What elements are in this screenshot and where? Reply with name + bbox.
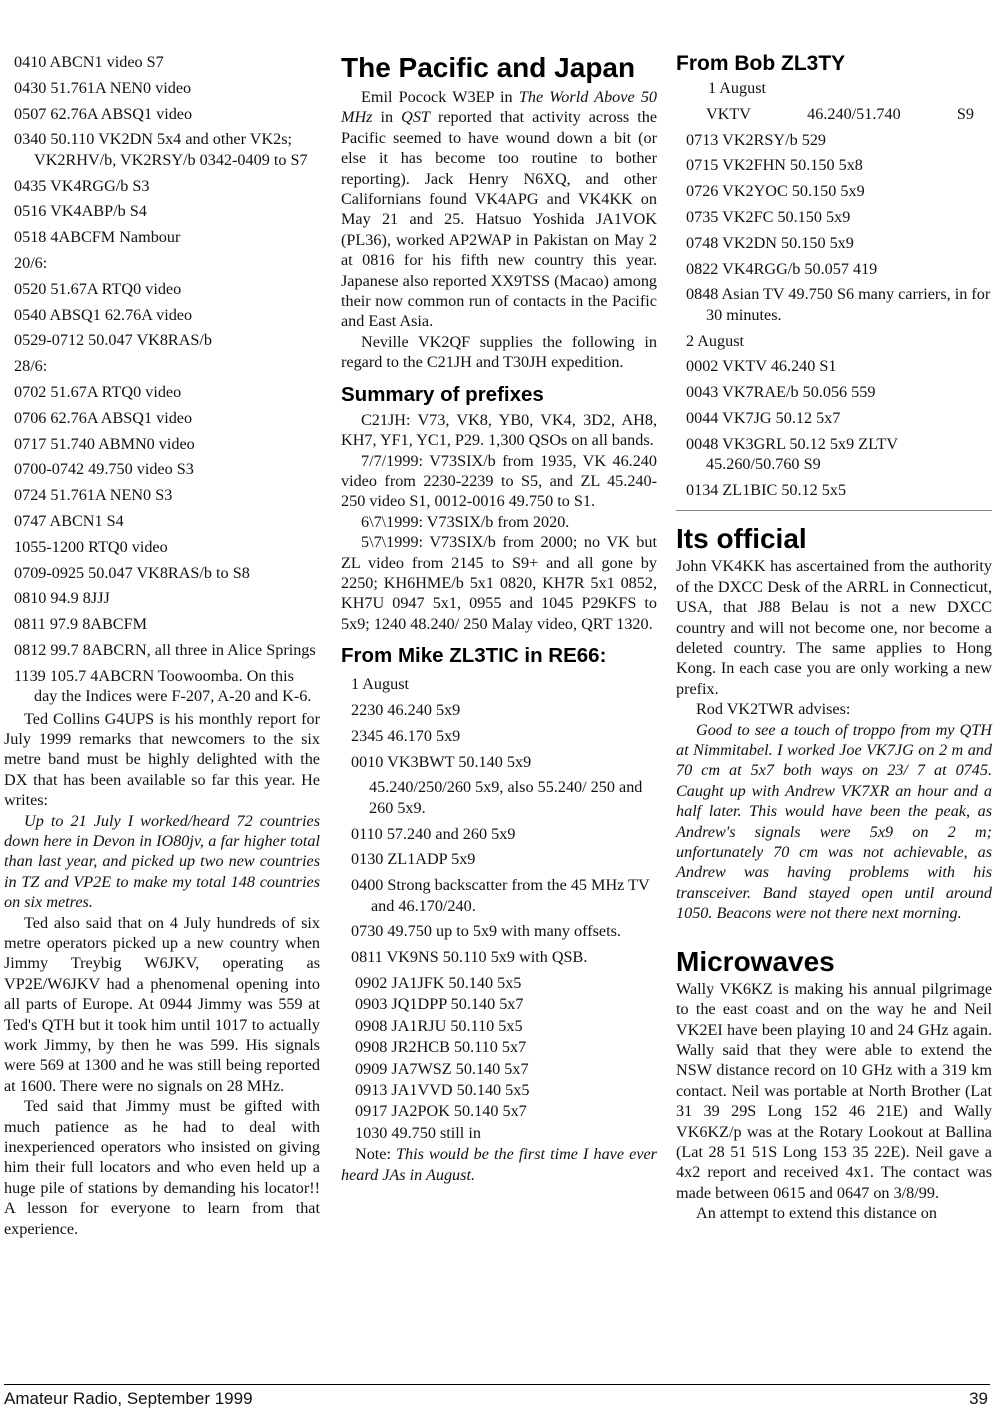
log-entry: 0822 VK4RGG/b 50.057 419 [686, 259, 878, 278]
log-entry: 0430 51.761A NEN0 video [14, 78, 192, 97]
log-entry: 1030 49.750 still in [355, 1123, 481, 1142]
log-entry: 1139 105.7 4ABCRN Toowoomba. On this day the Indices were F-207, A-20 and K-6. [14, 666, 312, 706]
column-1 [4, 52, 320, 1239]
paragraph-microwaves: Wally VK6KZ is making his annual pilgrimage to the east coast and on the way he and Neil VK2EI have been playing 10 and 24 GHz again. Wally said that they were able to extend the NSW distance record on 10 GHz with a 319 km contact. Neil was portable at North Brother (Lat 31 39 29S Long 152 46 21E) and Wally VK6KZ/p was at the Rotary Lookout at Ballina (Lat 28 51 51S Long 153 35 22E). Neil gave a 4x2 report and received 4x1. The contact was made between 0615 and 0647 on 3/8/99. [676, 979, 992, 1202]
log-entry: 0002 VKTV 46.240 S1 [686, 357, 837, 376]
log-entry: 0726 VK2YOC 50.150 5x9 [686, 182, 865, 201]
heading-pacific-japan: The Pacific and Japan [341, 52, 636, 83]
log-entry: 0848 Asian TV 49.750 S6 many carriers, in for 30 minutes. [686, 285, 991, 324]
publication-title: The World Above 50 MHz [341, 88, 658, 127]
note-text: This would be the first time I have ever heard JAs in August. [341, 1145, 657, 1184]
vktv-freq: 46.240/51.740 [807, 104, 901, 123]
column-3 [676, 52, 992, 1224]
heading-summary-prefixes: Summary of prefixes [341, 382, 544, 406]
log-list-bob [676, 78, 992, 500]
log-entry: 1 August [708, 79, 767, 97]
log-entry: 0410 ABCN1 video S7 [14, 53, 164, 71]
log-entry: 28/6: [14, 357, 48, 376]
heading-its-official: Its official [676, 523, 807, 555]
log-entry: 45.240/250/260 5x9, also 55.240/ 250 and 260 5x9. [369, 778, 643, 817]
paragraph-c21jh: C21JH: V73, VK8, YB0, VK4, 3D2, AH8, KH7, YF1, YC1, P29. 1,300 QSOs on all bands. [341, 410, 657, 450]
page-number: 39 [969, 1389, 988, 1408]
log-entry: 0810 94.9 8JJJ [14, 589, 110, 608]
paragraph-official: John VK4KK has ascertained from the authority of the DXCC Desk of the ARRL in Connecticut, USA, that J88 Belau is not a new DXCC country and will not become one, nor become a deleted country. The same applies to Hong Kong. In each case you are only working a new prefix. [676, 557, 992, 698]
paragraph-jimmy: Ted also said that on 4 July hundreds of six metre operators picked up a new country when Jimmy Treybig W6JKV, operating as VP2E/W6JKV had a phenomenal opening into all parts of Europe. At 0944 Jimmy was 559 at Ted's QTH but it took him until 1017 to actually work Jimmy, by then he was 599. His signals were 569 at 1300 and he was still being reported at 1600. There were no signals on 28 MHz. [4, 913, 320, 1095]
paragraph-attempt: An attempt to extend this distance on [696, 1204, 937, 1223]
publication-name: Amateur Radio, September 1999 [4, 1389, 253, 1408]
log-entry: 0735 VK2FC 50.150 5x9 [686, 207, 851, 226]
log-entry: 0520 51.67A RTQ0 video [14, 279, 182, 298]
paragraph-rod: Rod VK2TWR advises: [696, 700, 851, 719]
paragraph-neville: Neville VK2QF supplies the following in regard to the C21JH and T30JH expedition. [341, 332, 657, 372]
log-entry: 0529-0712 50.047 VK8RAS/b [14, 331, 213, 350]
heading-from-bob: From Bob ZL3TY [676, 52, 846, 75]
paragraph-note [341, 1144, 657, 1185]
log-entry: 0706 62.76A ABSQ1 video [14, 408, 193, 427]
log-entry: 0908 JA1RJU 50.110 5x5 [355, 1016, 523, 1035]
log-entry: 0110 57.240 and 260 5x9 [351, 824, 516, 843]
log-entry: 0700-0742 49.750 video S3 [14, 460, 194, 479]
log-entry: 0812 99.7 8ABCRN, all three in Alice Springs [14, 640, 316, 659]
log-entry: 0130 ZL1ADP 5x9 [351, 850, 476, 869]
log-entry: 0730 49.750 up to 5x9 with many offsets. [351, 922, 621, 941]
log-entry: 0903 JQ1DPP 50.140 5x7 [355, 995, 524, 1014]
log-entry: 0748 VK2DN 50.150 5x9 [686, 233, 854, 252]
paragraph-5-7-1999: 5\7\1999: V73SIX/b from 2000; no VK but ZL video from 2145 to S9+ and all gone by 2250; KH6HME/b 5x1 0820, KH7R 5x1 0852, KH7U 0947 5x1, 0955 and 1045 P29KFS to 5x9; 1240 48.240/ 250 Malay video, QRT 1320. [341, 533, 657, 633]
log-entry: 0715 VK2FHN 50.150 5x8 [686, 156, 863, 175]
log-entry: 0134 ZL1BIC 50.12 5x5 [686, 480, 847, 499]
log-entry: 0400 Strong backscatter from the 45 MHz TV and 46.170/240. [351, 876, 650, 915]
log-entry: 0717 51.740 ABMN0 video [14, 434, 195, 453]
log-entry: 0516 VK4ABP/b S4 [14, 202, 147, 221]
log-list-mike [341, 674, 657, 967]
log-entry: 0724 51.761A NEN0 S3 [14, 486, 173, 505]
note-label: Note: [355, 1145, 397, 1164]
paragraph-ted-report: Ted Collins G4UPS is his monthly report for July 1999 remarks that newcomers to the six metre band must be highly delighted with the DX that has been available so far this year. He writes: [4, 709, 320, 810]
log-entry: 0010 VK3BWT 50.140 5x9 [351, 752, 532, 771]
log-entry: 0811 VK9NS 50.110 5x9 with QSB. [351, 948, 588, 967]
page-footer [4, 1384, 990, 1409]
log-entry-vktv [676, 104, 992, 124]
log-entry: 0048 VK3GRL 50.12 5x9 ZLTV 45.260/50.760 S9 [686, 434, 898, 474]
log-entry: 2230 46.240 5x9 [351, 700, 461, 719]
log-entry: 0340 50.110 VK2DN 5x4 and other VK2s; VK2RHV/b, VK2RSY/b 0342-0409 to S7 [14, 130, 308, 169]
paragraph-6-7-1999: 6\7\1999: V73SIX/b from 2020. [361, 512, 570, 531]
paragraph-7-7-1999: 7/7/1999: V73SIX/b from 1935, VK 46.240 video from 2230-2239 to S5, and ZL 45.240-250 video S1, 0012-0016 49.750 to S1. [341, 451, 657, 511]
log-entry: 0507 62.76A ABSQ1 video [14, 104, 193, 123]
heading-microwaves: Microwaves [676, 945, 835, 977]
log-entry: 20/6: [14, 253, 48, 272]
heading-from-mike: From Mike ZL3TIC in RE66: [341, 644, 607, 668]
paragraph-pocock [341, 87, 657, 332]
log-entry: 0709-0925 50.047 VK8RAS/b to S8 [14, 563, 250, 582]
log-entry: 0909 JA7WSZ 50.140 5x7 [355, 1059, 529, 1078]
section-divider [676, 510, 992, 511]
log-entry: 0908 JR2HCB 50.110 5x7 [355, 1038, 527, 1057]
column-2 [341, 52, 657, 1185]
text-run: reported that activity across the Pacific seemed to have wound down a bit (or else it has become too routine to bother reporting). Jack Henry N6XQ, and other Californians found VK4APG and VK4KK on May 21 and 25. Hatsuo Yoshida JA1VOK (PL36), worked AP2WAP in Pakistan on May 2 at 0816 for his fifth new country this year. Japanese also reported XX9TSS (Macao) among their now common run of contacts in the Pacific and East Asia. [341, 108, 658, 331]
log-entry: 1 August [351, 675, 410, 694]
magazine-name: QST [401, 108, 430, 127]
log-entry: 0043 VK7RAE/b 50.056 559 [686, 383, 876, 402]
log-list-1 [4, 52, 320, 707]
log-entry: 0044 VK7JG 50.12 5x7 [686, 408, 841, 427]
log-entry: 0811 97.9 8ABCFM [14, 615, 147, 634]
log-list-ja [341, 973, 657, 1143]
vktv-signal: S9 [956, 104, 974, 123]
log-entry: 0713 VK2RSY/b 529 [686, 130, 827, 149]
quote-ted: Up to 21 July I worked/heard 72 countries down here in Devon in IO80jv, a far higher total than last year, and picked up two new countries in TZ and VP2E to make my total 148 countries on six metres. [4, 811, 320, 912]
log-entry: 0435 VK4RGG/b S3 [14, 176, 150, 195]
text-run: Emil Pocock W3EP in [361, 88, 519, 106]
text-run: in [372, 108, 402, 127]
log-entry: 0917 JA2POK 50.140 5x7 [355, 1102, 527, 1121]
log-entry: 0702 51.67A RTQ0 video [14, 382, 182, 401]
log-entry: 0747 ABCN1 S4 [14, 511, 124, 530]
log-entry: 0540 ABSQ1 62.76A video [14, 305, 193, 324]
log-entry: 0518 4ABCFM Nambour [14, 228, 181, 247]
quote-rod: Good to see a touch of troppo from my QTH at Nimmitabel. I worked Joe VK7JG on 2 m and 70 cm at 5x7 both ways on 23/ 7 at 0745. Caught up with Andrew VK7XR an hour and a half later. This would have been the peak, as Andrew's signals were 5x9 on 2 m; unfortunately 70 cm was not achievable, as Andrew was having problems with his transceiver. Band stayed open until around 1050. Beacons were not there next morning. [676, 720, 992, 923]
paragraph-patience: Ted said that Jimmy must be gifted with much patience as he had to deal with inexperienced operators who insisted on giving him their full locators and who even held up a huge pile of stations by demanding his locator!! A lesson for everyone to learn from that experience. [4, 1097, 320, 1238]
log-entry: 2345 46.170 5x9 [351, 726, 461, 745]
log-entry: 2 August [686, 331, 745, 350]
log-entry: 0902 JA1JFK 50.140 5x5 [355, 973, 522, 992]
log-entry: 1055-1200 RTQ0 video [14, 537, 168, 556]
vktv-call: VKTV [706, 104, 751, 123]
log-entry: 0913 JA1VVD 50.140 5x5 [355, 1080, 530, 1099]
